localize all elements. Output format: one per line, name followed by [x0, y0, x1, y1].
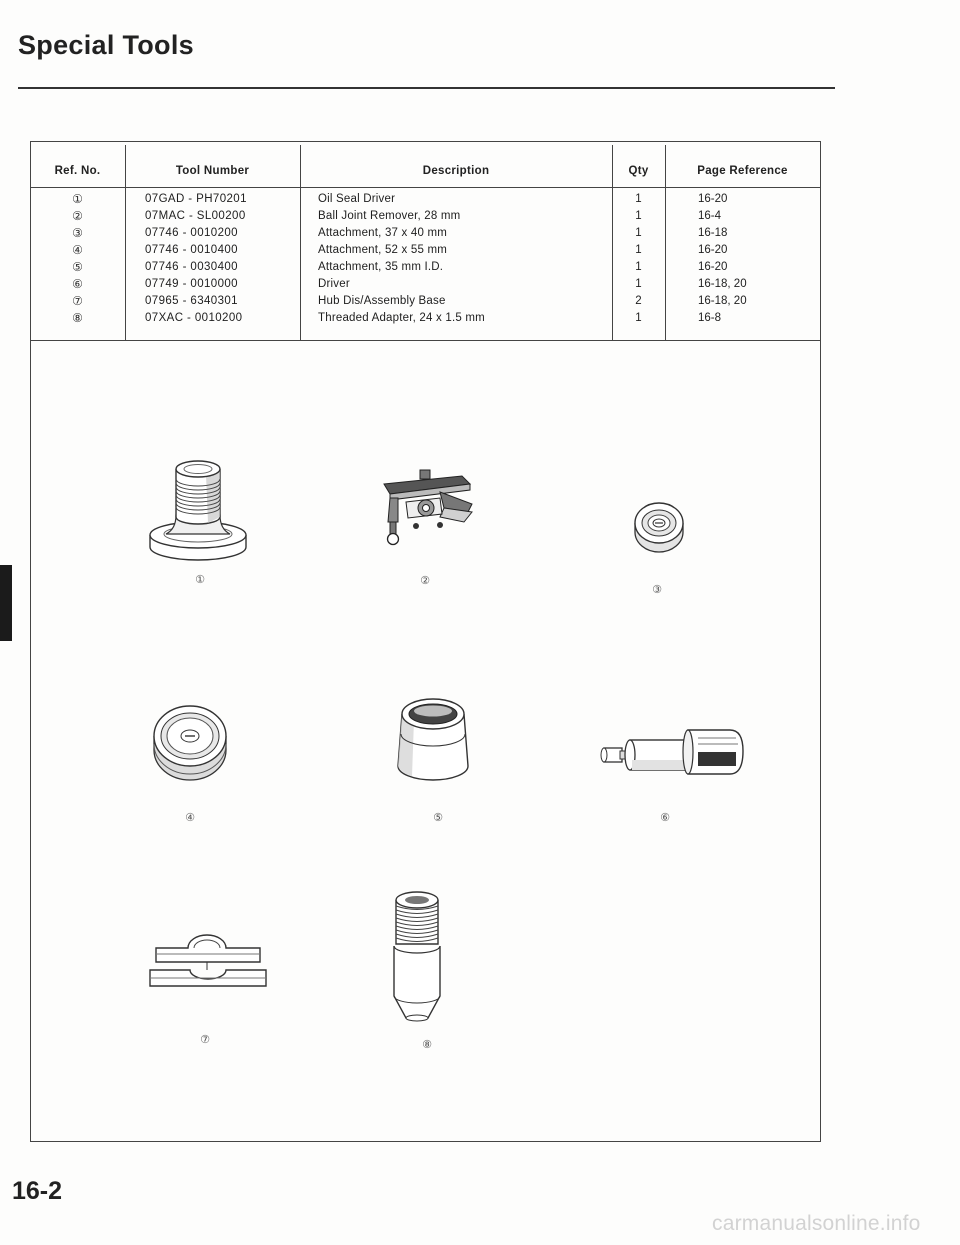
tool-description: Driver [318, 278, 350, 290]
table-row [30, 293, 820, 310]
title-divider [18, 87, 835, 89]
tool-qty: 1 [635, 261, 642, 273]
table-row [30, 225, 820, 242]
tool-description: Attachment, 52 x 55 mm [318, 244, 448, 256]
tool-qty: 1 [635, 227, 642, 239]
page-reference: 16-18, 20 [698, 278, 747, 290]
figure-label: ② [420, 575, 430, 587]
figure-label: ③ [652, 584, 662, 596]
tool-number: 07746 - 0010400 [145, 244, 238, 256]
figure-label: ⑥ [660, 812, 670, 824]
ref-number: ⑧ [72, 311, 83, 325]
tool-description: Ball Joint Remover, 28 mm [318, 210, 461, 222]
tool-description: Hub Dis/Assembly Base [318, 295, 446, 307]
page-reference: 16-18, 20 [698, 295, 747, 307]
tool-number: 07XAC - 0010200 [145, 312, 243, 324]
driver-icon [598, 722, 748, 782]
page-title: Special Tools [18, 30, 194, 60]
section-tab-mark [0, 565, 12, 641]
tool-qty: 1 [635, 278, 642, 290]
attachment-37x40-icon [630, 497, 688, 557]
tool-description: Attachment, 37 x 40 mm [318, 227, 448, 239]
page-reference: 16-4 [698, 210, 722, 222]
page-reference: 16-18 [698, 227, 728, 239]
tool-qty: 2 [635, 295, 642, 307]
page-reference: 16-20 [698, 193, 728, 205]
oil-seal-driver-icon [146, 455, 251, 567]
page-reference: 16-20 [698, 244, 728, 256]
header-qty: Qty [628, 165, 649, 177]
tool-qty: 1 [635, 210, 642, 222]
tool-qty: 1 [635, 244, 642, 256]
header-page-reference: Page Reference [697, 165, 788, 177]
header-description: Description [422, 165, 490, 177]
table-row [30, 310, 820, 327]
watermark: carmanualsonline.info [712, 1212, 921, 1235]
page-number: 16-2 [12, 1177, 63, 1205]
tool-number: 07746 - 0010200 [145, 227, 238, 239]
ref-number: ① [72, 192, 83, 206]
figure-label: ④ [185, 812, 195, 824]
header-divider [30, 187, 820, 188]
ref-number: ② [72, 209, 83, 223]
header-tool-number: Tool Number [175, 165, 250, 177]
page-reference: 16-8 [698, 312, 722, 324]
attachment-35mm-id-icon [392, 690, 474, 790]
ref-number: ⑤ [72, 260, 83, 274]
figure-label: ⑧ [422, 1039, 432, 1051]
tool-qty: 1 [635, 312, 642, 324]
tool-description: Oil Seal Driver [318, 193, 396, 205]
table-row [30, 259, 820, 276]
ref-number: ③ [72, 226, 83, 240]
table-row [30, 191, 820, 208]
tool-number: 07MAC - SL00200 [145, 210, 246, 222]
threaded-adapter-icon [386, 886, 448, 1026]
figure-label: ⑦ [200, 1034, 210, 1046]
header-ref-no: Ref. No. [54, 165, 101, 177]
tool-description: Threaded Adapter, 24 x 1.5 mm [318, 312, 485, 324]
tool-number: 07749 - 0010000 [145, 278, 238, 290]
figure-label: ⑤ [433, 812, 443, 824]
attachment-52x55-icon [150, 700, 230, 788]
ball-joint-remover-icon [376, 468, 476, 550]
tool-description: Attachment, 35 mm I.D. [318, 261, 444, 273]
table-row [30, 208, 820, 225]
ref-number: ④ [72, 243, 83, 257]
table-row [30, 242, 820, 259]
tool-number: 07746 - 0030400 [145, 261, 238, 273]
hub-base-icon [146, 928, 271, 990]
table-bottom-divider [30, 340, 820, 341]
tool-number: 07965 - 6340301 [145, 295, 238, 307]
ref-number: ⑥ [72, 277, 83, 291]
ref-number: ⑦ [72, 294, 83, 308]
tool-number: 07GAD - PH70201 [145, 193, 247, 205]
figure-label: ① [195, 574, 205, 586]
tool-qty: 1 [635, 193, 642, 205]
page-reference: 16-20 [698, 261, 728, 273]
table-row [30, 276, 820, 293]
